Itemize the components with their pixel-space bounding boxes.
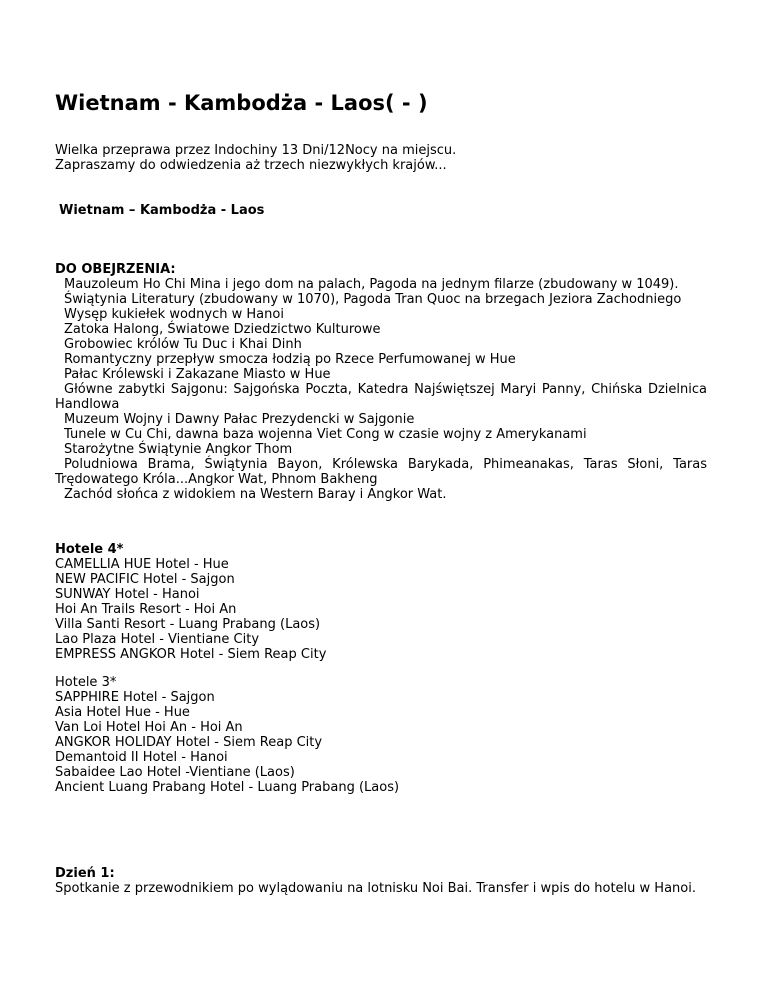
sight-item: Starożytne Świątynie Angkor Thom bbox=[64, 442, 293, 457]
hotels-3-star-section bbox=[55, 675, 707, 795]
hotel-item: Ancient Luang Prabang Hotel - Luang Prabang (Laos) bbox=[55, 780, 400, 795]
hotel-item: SAPPHIRE Hotel - Sajgon bbox=[55, 690, 215, 705]
hotel-item: Demantoid II Hotel - Hanoi bbox=[55, 750, 228, 765]
hotel-item: Hoi An Trails Resort - Hoi An bbox=[55, 602, 237, 617]
sight-item: Grobowiec królów Tu Duc i Khai Dinh bbox=[64, 337, 302, 352]
sight-item: Zachód słońca z widokiem na Western Baray i Angkor Wat. bbox=[64, 487, 447, 502]
document-title: Wietnam - Kambodża - Laos( - ) bbox=[55, 91, 428, 115]
sight-item: Wysęp kukiełek wodnych w Hanoi bbox=[64, 307, 284, 322]
sight-item: Poludniowa Brama, Świątynia Bayon, Królewska Barykada, Phimeanakas, Taras Słoni, Taras Trędowatego Króla...Angkor Wat, Phnom Bakheng bbox=[55, 457, 707, 487]
route-subheading: Wietnam – Kambodża - Laos bbox=[59, 203, 265, 218]
intro-line: Zapraszamy do odwiedzenia aż trzech niezwykłych krajów... bbox=[55, 158, 447, 173]
sights-section bbox=[55, 262, 707, 502]
day-1-section bbox=[55, 866, 715, 896]
sight-item: Muzeum Wojny i Dawny Pałac Prezydencki w Sajgonie bbox=[64, 412, 415, 427]
hotel-item: CAMELLIA HUE Hotel - Hue bbox=[55, 557, 229, 572]
sights-heading: DO OBEJRZENIA: bbox=[55, 262, 176, 277]
day-1-heading: Dzień 1: bbox=[55, 866, 115, 881]
hotels-4-star-section bbox=[55, 542, 707, 662]
hotel-item: Asia Hotel Hue - Hue bbox=[55, 705, 190, 720]
sight-item: Romantyczny przepływ smocza łodzią po Rzece Perfumowanej w Hue bbox=[64, 352, 516, 367]
hotel-item: Van Loi Hotel Hoi An - Hoi An bbox=[55, 720, 243, 735]
hotels-3-star-heading: Hotele 3* bbox=[55, 675, 117, 690]
intro-block bbox=[55, 143, 707, 173]
hotel-item: Villa Santi Resort - Luang Prabang (Laos) bbox=[55, 617, 321, 632]
hotel-item: Lao Plaza Hotel - Vientiane City bbox=[55, 632, 260, 647]
hotel-item: Sabaidee Lao Hotel -Vientiane (Laos) bbox=[55, 765, 295, 780]
sight-item: Tunele w Cu Chi, dawna baza wojenna Viet Cong w czasie wojny z Amerykanami bbox=[64, 427, 587, 442]
hotel-item: SUNWAY Hotel - Hanoi bbox=[55, 587, 200, 602]
sight-item: Mauzoleum Ho Chi Mina i jego dom na palach, Pagoda na jednym filarze (zbudowany w 1049). bbox=[64, 277, 679, 292]
hotels-4-star-heading: Hotele 4* bbox=[55, 542, 124, 557]
day-1-text: Spotkanie z przewodnikiem po wylądowaniu na lotnisku Noi Bai. Transfer i wpis do hotelu w Hanoi. bbox=[55, 881, 696, 896]
sight-item: Główne zabytki Sajgonu: Sajgońska Poczta, Katedra Najświętszej Maryi Panny, Chińska Dzielnica Handlowa bbox=[55, 382, 707, 412]
hotel-item: EMPRESS ANGKOR Hotel - Siem Reap City bbox=[55, 647, 327, 662]
hotel-item: NEW PACIFIC Hotel - Sajgon bbox=[55, 572, 235, 587]
intro-line: Wielka przeprawa przez Indochiny 13 Dni/12Nocy na miejscu. bbox=[55, 143, 457, 158]
sight-item: Pałac Królewski i Zakazane Miasto w Hue bbox=[64, 367, 331, 382]
sight-item: Świątynia Literatury (zbudowany w 1070), Pagoda Tran Quoc na brzegach Jeziora Zachodniego bbox=[64, 292, 682, 307]
hotel-item: ANGKOR HOLIDAY Hotel - Siem Reap City bbox=[55, 735, 323, 750]
sight-item: Zatoka Halong, Światowe Dziedzictwo Kulturowe bbox=[64, 322, 381, 337]
